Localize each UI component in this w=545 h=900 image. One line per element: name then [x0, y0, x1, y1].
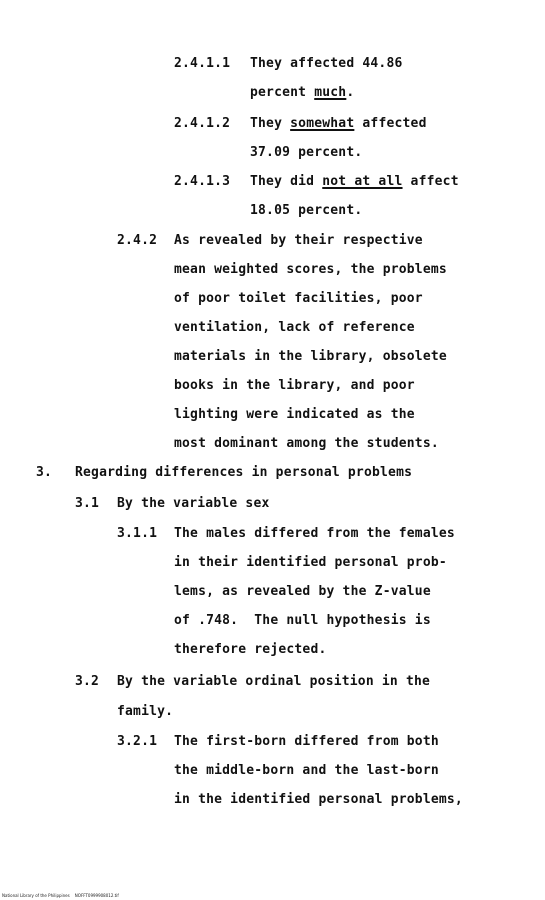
text-line: The first-born differed from both — [174, 734, 439, 749]
text-line: mean weighted scores, the problems — [174, 262, 447, 277]
text-line: most dominant among the students. — [174, 436, 439, 451]
text-line: By the variable sex — [117, 496, 270, 511]
text-line: in their identified personal prob- — [174, 555, 447, 570]
underlined-word: not at all — [322, 174, 403, 189]
text-line: 37.09 percent. — [250, 145, 363, 160]
text-line: of .748. The null hypothesis is — [174, 613, 431, 628]
text-line: They affected 44.86 — [250, 56, 403, 71]
item-number: 3.2 — [75, 674, 100, 689]
text-line: in the identified personal problems, — [174, 792, 463, 807]
underlined-word: somewhat — [290, 116, 355, 131]
text-line: 18.05 percent. — [250, 203, 363, 218]
text-line: percent much. — [250, 85, 355, 100]
text-line: therefore rejected. — [174, 642, 327, 657]
item-number: 3.1.1 — [117, 526, 158, 541]
text-line: They somewhat affected — [250, 116, 427, 131]
text-line: the middle-born and the last-born — [174, 763, 439, 778]
item-number: 3. — [36, 465, 53, 480]
text-line: books in the library, and poor — [174, 378, 415, 393]
item-number: 2.4.1.2 — [174, 116, 231, 131]
text-line: lighting were indicated as the — [174, 407, 415, 422]
underlined-word: much — [314, 85, 347, 100]
text-line: As revealed by their respective — [174, 233, 423, 248]
text-line: materials in the library, obsolete — [174, 349, 447, 364]
text-line: ventilation, lack of reference — [174, 320, 415, 335]
item-number: 2.4.1.3 — [174, 174, 231, 189]
item-number: 3.1 — [75, 496, 100, 511]
text-line: They did not at all affect — [250, 174, 459, 189]
archive-footer: National Library of the Philippines NOFFT0999908012.tif — [2, 893, 119, 898]
text-line: family. — [117, 704, 174, 719]
text-line: The males differed from the females — [174, 526, 455, 541]
text-line: of poor toilet facilities, poor — [174, 291, 423, 306]
item-number: 2.4.1.1 — [174, 56, 231, 71]
item-number: 2.4.2 — [117, 233, 158, 248]
section-heading: Regarding differences in personal problems — [75, 465, 413, 480]
text-line: lems, as revealed by the Z-value — [174, 584, 431, 599]
text-line: By the variable ordinal position in the — [117, 674, 431, 689]
item-number: 3.2.1 — [117, 734, 158, 749]
